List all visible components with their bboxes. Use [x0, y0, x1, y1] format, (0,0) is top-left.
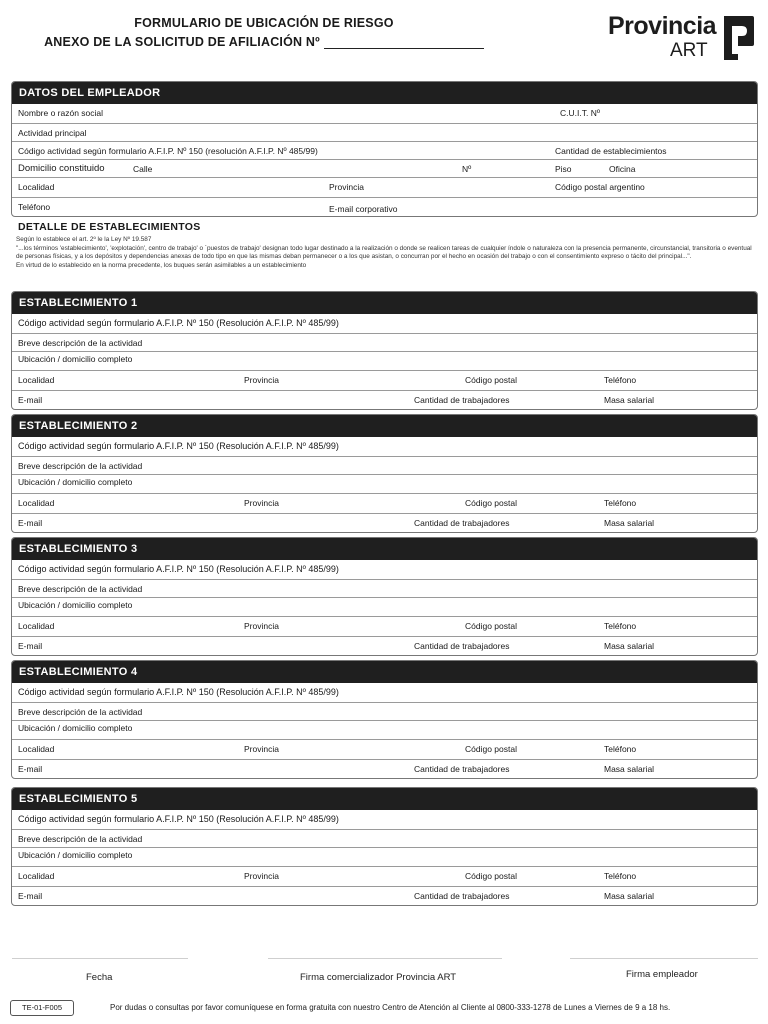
- est-localidad-label: Localidad: [18, 375, 55, 385]
- numero-label: Nº: [462, 164, 472, 174]
- detalle-line-3: En virtud de lo establecido en la norma precedente, los buques serán asimilables a un establecimiento: [16, 261, 307, 269]
- est-telefono-label: Teléfono: [604, 871, 637, 881]
- est-provincia-label: Provincia: [244, 621, 279, 631]
- est-codigo-row[interactable]: [12, 314, 757, 333]
- est-cp-label: Código postal: [465, 871, 517, 881]
- est-codigo-row[interactable]: [12, 683, 757, 702]
- est-cp-label: Código postal: [465, 375, 517, 385]
- est-masa-label: Masa salarial: [604, 518, 655, 528]
- afiliacion-number-field[interactable]: [324, 39, 484, 49]
- est-localidad-row[interactable]: [12, 493, 757, 513]
- est-descripcion-row[interactable]: [12, 829, 757, 847]
- est-ubicacion-label: Ubicación / domicilio completo: [18, 600, 133, 610]
- est-codigo-row[interactable]: [12, 560, 757, 579]
- est-email-label: E-mail: [18, 764, 43, 774]
- actividad-row[interactable]: [12, 123, 757, 141]
- est-localidad-row[interactable]: [12, 370, 757, 390]
- est-descripcion-label: Breve descripción de la actividad: [18, 584, 143, 594]
- est-codigo-label: Código actividad según formulario A.F.I.P. Nº 150 (Resolución A.F.I.P. Nº 485/99): [18, 687, 339, 697]
- est-ubicacion-label: Ubicación / domicilio completo: [18, 850, 133, 860]
- est-descripcion-label: Breve descripción de la actividad: [18, 461, 143, 471]
- est-trabajadores-label: Cantidad de trabajadores: [414, 395, 510, 405]
- est-trabajadores-label: Cantidad de trabajadores: [414, 641, 510, 651]
- est-email-row[interactable]: [12, 759, 757, 778]
- razon-social-label: Nombre o razón social: [18, 108, 104, 118]
- est-descripcion-label: Breve descripción de la actividad: [18, 834, 143, 844]
- est-ubicacion-row[interactable]: [12, 351, 757, 370]
- est-masa-label: Masa salarial: [604, 641, 655, 651]
- est-masa-label: Masa salarial: [604, 891, 655, 901]
- est-cp-label: Código postal: [465, 621, 517, 631]
- establecimiento-3-section: [11, 537, 758, 656]
- est-provincia-label: Provincia: [244, 744, 279, 754]
- actividad-label: Actividad principal: [18, 128, 87, 138]
- est-ubicacion-label: Ubicación / domicilio completo: [18, 477, 133, 487]
- est-codigo-label: Código actividad según formulario A.F.I.P. Nº 150 (Resolución A.F.I.P. Nº 485/99): [18, 318, 339, 328]
- est-localidad-label: Localidad: [18, 498, 55, 508]
- est-descripcion-row[interactable]: [12, 456, 757, 474]
- est-email-row[interactable]: [12, 636, 757, 655]
- est-telefono-label: Teléfono: [604, 375, 637, 385]
- form-title: FORMULARIO DE UBICACIÓN DE RIESGO: [134, 16, 394, 30]
- oficina-label: Oficina: [609, 164, 636, 174]
- piso-label: Piso: [555, 164, 572, 174]
- est-email-label: E-mail: [18, 395, 43, 405]
- est-trabajadores-label: Cantidad de trabajadores: [414, 891, 510, 901]
- est-provincia-label: Provincia: [244, 871, 279, 881]
- est-localidad-row[interactable]: [12, 739, 757, 759]
- est-localidad-row[interactable]: [12, 866, 757, 886]
- est-descripcion-label: Breve descripción de la actividad: [18, 338, 143, 348]
- detalle-text: [16, 236, 756, 270]
- est-email-row[interactable]: [12, 390, 757, 409]
- telefono-row[interactable]: [12, 197, 757, 216]
- est-telefono-label: Teléfono: [604, 498, 637, 508]
- est-email-label: E-mail: [18, 891, 43, 901]
- establecimiento-1-section: [11, 291, 758, 410]
- empleador-firma-label: Firma empleador: [626, 969, 698, 980]
- establecimiento-title: ESTABLECIMIENTO 5: [12, 788, 757, 810]
- est-email-row[interactable]: [12, 886, 757, 905]
- domicilio-label: Domicilio constituido: [18, 163, 105, 174]
- est-trabajadores-label: Cantidad de trabajadores: [414, 518, 510, 528]
- est-ubicacion-row[interactable]: [12, 597, 757, 616]
- est-codigo-label: Código actividad según formulario A.F.I.P. Nº 150 (Resolución A.F.I.P. Nº 485/99): [18, 441, 339, 451]
- localidad-row[interactable]: [12, 177, 757, 197]
- est-descripcion-label: Breve descripción de la actividad: [18, 707, 143, 717]
- establecimiento-title: ESTABLECIMIENTO 1: [12, 292, 757, 314]
- empleador-section: [11, 81, 758, 217]
- logo-text-art: ART: [670, 40, 708, 61]
- cant-establecimientos-label: Cantidad de establecimientos: [555, 146, 667, 156]
- establecimiento-title: ESTABLECIMIENTO 2: [12, 415, 757, 437]
- est-localidad-label: Localidad: [18, 744, 55, 754]
- email-label: E-mail corporativo: [329, 204, 398, 214]
- est-descripcion-row[interactable]: [12, 702, 757, 720]
- footer-contact-text: Por dudas o consultas por favor comuníquese en forma gratuita con nuestro Centro de Atención al Cliente al 0800-333-1278 de Lunes a Viernes de 9 a 18 hs.: [110, 1003, 671, 1012]
- logo-text-provincia: Provincia: [608, 12, 717, 40]
- detalle-line-1: Según lo establece el art. 2º le la Ley Nº 19.587: [16, 236, 152, 243]
- cuit-label: C.U.I.T. Nº: [560, 108, 600, 118]
- establecimiento-5-section: [11, 787, 758, 906]
- est-localidad-label: Localidad: [18, 621, 55, 631]
- est-codigo-row[interactable]: [12, 437, 757, 456]
- est-ubicacion-row[interactable]: [12, 720, 757, 739]
- detalle-title: DETALLE DE ESTABLECIMIENTOS: [18, 221, 201, 233]
- codigo-label: Código actividad según formulario A.F.I.P. Nº 150 (resolución A.F.I.P. Nº 485/99): [18, 146, 318, 156]
- codigo-row[interactable]: [12, 141, 757, 159]
- est-masa-label: Masa salarial: [604, 395, 655, 405]
- razon-social-row[interactable]: [12, 104, 757, 123]
- est-cp-label: Código postal: [465, 498, 517, 508]
- establecimiento-title: ESTABLECIMIENTO 3: [12, 538, 757, 560]
- est-trabajadores-label: Cantidad de trabajadores: [414, 764, 510, 774]
- localidad-label: Localidad: [18, 182, 55, 192]
- est-localidad-row[interactable]: [12, 616, 757, 636]
- est-ubicacion-label: Ubicación / domicilio completo: [18, 723, 133, 733]
- est-telefono-label: Teléfono: [604, 621, 637, 631]
- telefono-label: Teléfono: [18, 202, 51, 212]
- est-provincia-label: Provincia: [244, 498, 279, 508]
- est-codigo-label: Código actividad según formulario A.F.I.P. Nº 150 (Resolución A.F.I.P. Nº 485/99): [18, 814, 339, 824]
- est-email-label: E-mail: [18, 518, 43, 528]
- est-descripcion-row[interactable]: [12, 579, 757, 597]
- est-masa-label: Masa salarial: [604, 764, 655, 774]
- empleador-signature-line[interactable]: [570, 958, 758, 959]
- est-provincia-label: Provincia: [244, 375, 279, 385]
- establecimiento-4-section: [11, 660, 758, 779]
- est-ubicacion-row[interactable]: [12, 474, 757, 493]
- provincia-label: Provincia: [329, 182, 364, 192]
- est-telefono-label: Teléfono: [604, 744, 637, 754]
- empleador-section-title: DATOS DEL EMPLEADOR: [12, 82, 757, 104]
- est-codigo-label: Código actividad según formulario A.F.I.P. Nº 150 (Resolución A.F.I.P. Nº 485/99): [18, 564, 339, 574]
- establecimiento-2-section: [11, 414, 758, 533]
- domicilio-row[interactable]: [12, 159, 757, 177]
- cp-label: Código postal argentino: [555, 182, 645, 192]
- form-subtitle: [0, 35, 648, 49]
- est-descripcion-row[interactable]: [12, 333, 757, 351]
- logo-mark-icon: [720, 14, 756, 62]
- est-codigo-row[interactable]: [12, 810, 757, 829]
- est-cp-label: Código postal: [465, 744, 517, 754]
- est-ubicacion-row[interactable]: [12, 847, 757, 866]
- calle-label: Calle: [133, 164, 153, 174]
- est-localidad-label: Localidad: [18, 871, 55, 881]
- provincia-art-logo: [608, 12, 758, 64]
- fecha-signature-line[interactable]: [12, 958, 188, 959]
- fecha-label: Fecha: [86, 972, 113, 983]
- form-code-badge: TE-01-F005: [10, 1000, 74, 1016]
- comercializador-signature-line[interactable]: [268, 958, 502, 959]
- est-email-row[interactable]: [12, 513, 757, 532]
- est-ubicacion-label: Ubicación / domicilio completo: [18, 354, 133, 364]
- afiliacion-label: ANEXO DE LA SOLICITUD DE AFILIACIÓN Nº: [44, 35, 320, 49]
- detalle-line-2: "...los términos 'establecimiento', 'explotación', centro de trabajo' o ´puestos de trabajo' designan todo lugar destinado a la realización o donde se realicen tareas de cualquier índole o naturaleza con la presencia permanente, circunstancial, transitoria o eventual de personas físicas, y a los depósitos y dependencias anexas de todo tipo en que las mismas deban permanecer o a los que asistan, o concurran por el hecho en ocasión del trabajo o con el consentimiento expreso o tácito del principal...".: [16, 244, 752, 261]
- comercializador-label: Firma comercializador Provincia ART: [300, 972, 457, 983]
- establecimiento-title: ESTABLECIMIENTO 4: [12, 661, 757, 683]
- est-email-label: E-mail: [18, 641, 43, 651]
